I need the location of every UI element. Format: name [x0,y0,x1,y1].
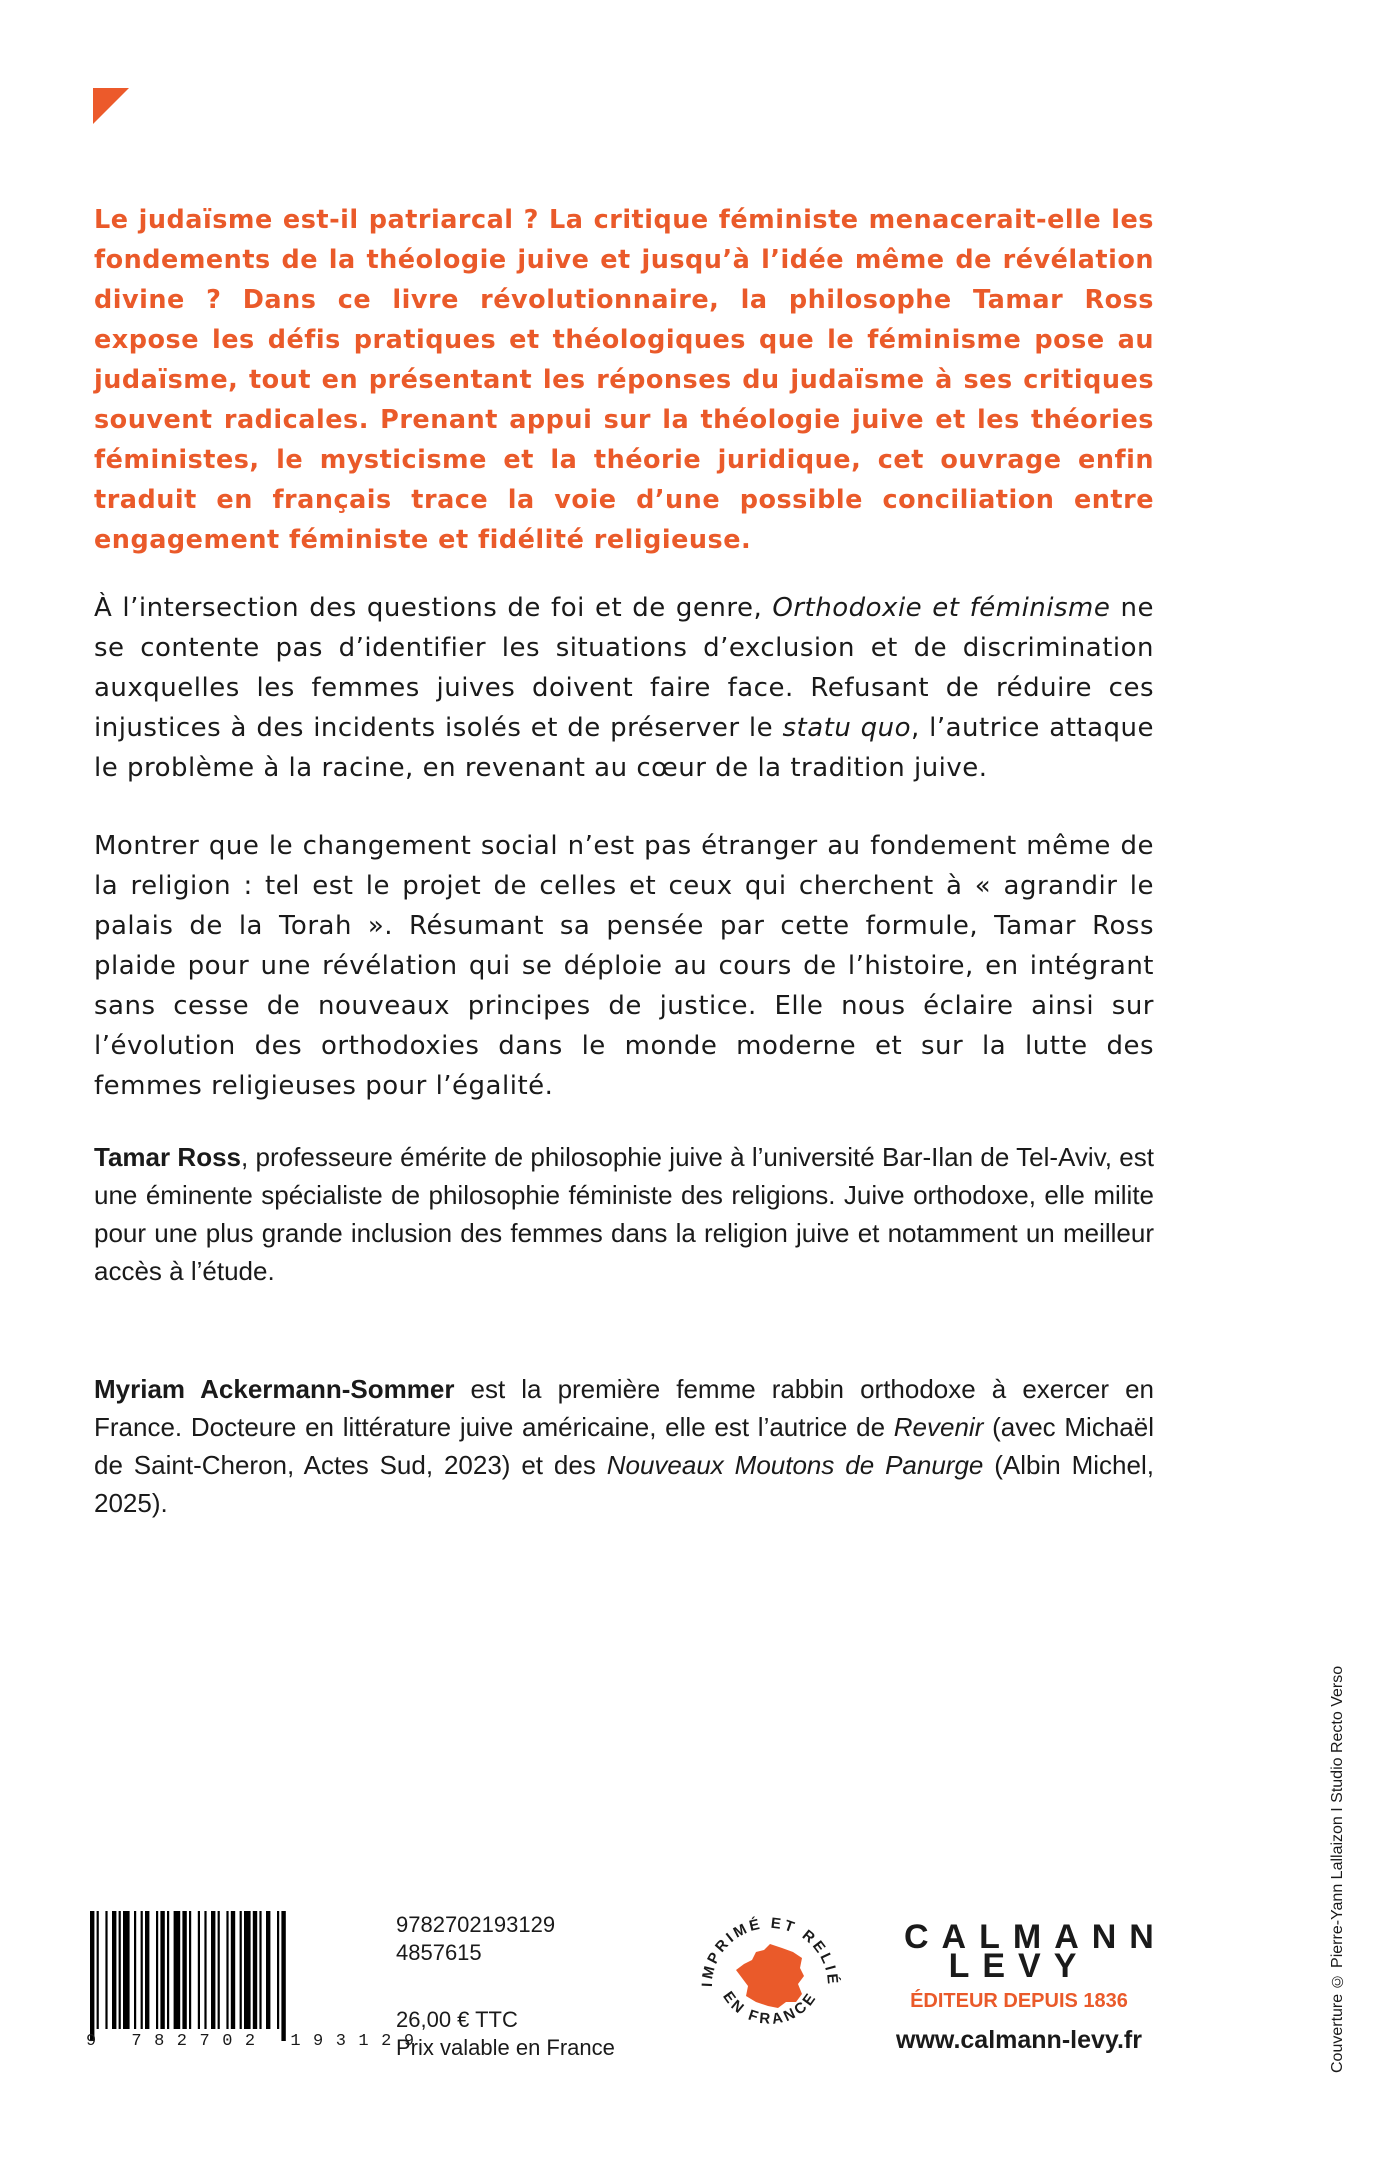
barcode-bar [204,1911,206,2029]
made-in-france-seal [690,1898,850,2058]
seal-bottom-text: EN FRANCE [719,1988,821,2028]
publisher-tagline: ÉDITEUR DEPUIS 1836 [910,1990,1128,2012]
barcode-bar [198,1911,200,2029]
publisher-logo-line1: CALMANN [904,1918,1167,1956]
barcode-bar [119,1911,121,2029]
barcode-bar [145,1911,149,2029]
barcode-bar [167,1911,169,2029]
barcode-bar [226,1911,228,2029]
barcode-digits: 9 782702 193129 [86,2032,427,2051]
barcode-bar [156,1911,158,2029]
barcode [88,1911,348,2041]
translator-bio-text: (avec Michaël de Saint-Cheron, Actes Sud, 2023) et des [94,1412,1154,1480]
barcode-bar [231,1911,235,2029]
price-block [396,2006,615,2062]
barcode-bar [90,1911,94,2041]
barcode-bar [123,1911,130,2029]
barcode-bar [211,1911,215,2029]
barcode-bar [240,1911,242,2029]
paragraph-text: À l’intersection des questions de foi et de genre, [94,593,773,623]
barcode-bar [160,1911,164,2029]
price-note: Prix valable en France [396,2035,615,2060]
translator-bio [94,1370,1154,1522]
barcode-bar [174,1911,181,2029]
book-title: Nouveaux Moutons de Panurge [606,1450,984,1480]
latin-phrase: statu quo [782,713,912,743]
product-code: 4857615 [396,1940,482,1965]
barcode-bar [259,1911,261,2029]
paragraph-intersection [94,588,1154,788]
barcode-bar [112,1911,116,2029]
barcode-bar [134,1911,136,2029]
back-cover-pitch: Le judaïsme est-il patriarcal ? La critique féministe menacerait-elle les fondements de la théologie juive et jusqu’à l’idée même de révélation divine ? Dans ce livre révolutionnaire, la philosophe Tamar Ross expose les défis pratiques et théologiques que le féminisme pose au judaïsme, tout en présentant les réponses du judaïsme à ses critiques souvent radicales. Prenant appui sur la théologie juive et les théories féministes, le mysticisme et la théorie juridique, cet ouvrage enfin traduit en français trace la voie d’une possible conciliation entre engagement féministe et fidélité religieuse. [94,205,1154,555]
author-name: Tamar Ross [94,1142,242,1172]
barcode-bar [97,1911,99,2029]
barcode-bar [277,1911,279,2029]
publisher-url[interactable]: www.calmann-levy.fr [896,2026,1142,2054]
france-map-icon [736,1944,804,2008]
book-title: Orthodoxie et féminisme [772,593,1111,623]
barcode-bar [105,1911,107,2029]
translator-name: Myriam Ackermann-Sommer [94,1374,455,1404]
barcode-bar [253,1911,257,2029]
book-title: Revenir [893,1412,984,1442]
seal-top-text: IMPRIMÉ ET RELIÉ [698,1914,842,1988]
barcode-bar [218,1911,220,2029]
translator-bio-text: (Albin Michel, 2025). [94,1450,1154,1518]
barcode-bar [182,1911,186,2029]
barcode-bar [189,1911,191,2029]
isbn-block [396,1911,555,1967]
barcode-bar [281,1911,285,2041]
publisher-logo-line2: LEVY [948,1947,1090,1985]
author-bio-text: , professeure émérite de philosophie juive à l’université Bar-Ilan de Tel-Aviv, est une éminente spécialiste de philosophie féministe des religions. Juive orthodoxe, elle milite pour une plus grande inclusion des femmes dans la religion juive et notamment un meilleur accès à l’étude. [94,1142,1154,1286]
corner-triangle-mark [93,88,129,124]
translator-bio-text: est la première femme rabbin orthodoxe à exercer en France. Docteure en littérature juive américaine, elle est l’autrice de [94,1374,1154,1442]
barcode-bar [266,1911,270,2029]
paragraph-text: ne se contente pas d’identifier les situations d’exclusion et de discrimination auxquelles les femmes juives doivent faire face. Refusant de réduire ces injustices à des incidents isolés et de préserver le [94,593,1154,743]
isbn-number: 9782702193129 [396,1912,556,1937]
barcode-bar [244,1911,251,2029]
paragraph-social-change: Montrer que le changement social n’est pas étranger au fondement même de la religion : tel est le projet de celles et ceux qui cherchent à « agrandir le palais de la Torah ». Résumant sa pensée par cette formule, Tamar Ross plaide pour une révélation qui se déploie au cours de l’histoire, en intégrant sans cesse de nouveaux principes de justice. Elle nous éclaire ainsi sur l’évolution des orthodoxies dans le monde moderne et sur la lutte des femmes religieuses pour l’égalité. [94,831,1154,1101]
price: 26,00 € TTC [396,2007,518,2032]
author-bio [94,1138,1154,1290]
barcode-bar [141,1911,143,2029]
cover-credit: Couverture © Pierre-Yann Lallaizon I Studio Recto Verso [1329,1665,1346,2073]
paragraph-text: , l’autrice attaque le problème à la racine, en revenant au cœur de la tradition juive. [94,713,1155,783]
